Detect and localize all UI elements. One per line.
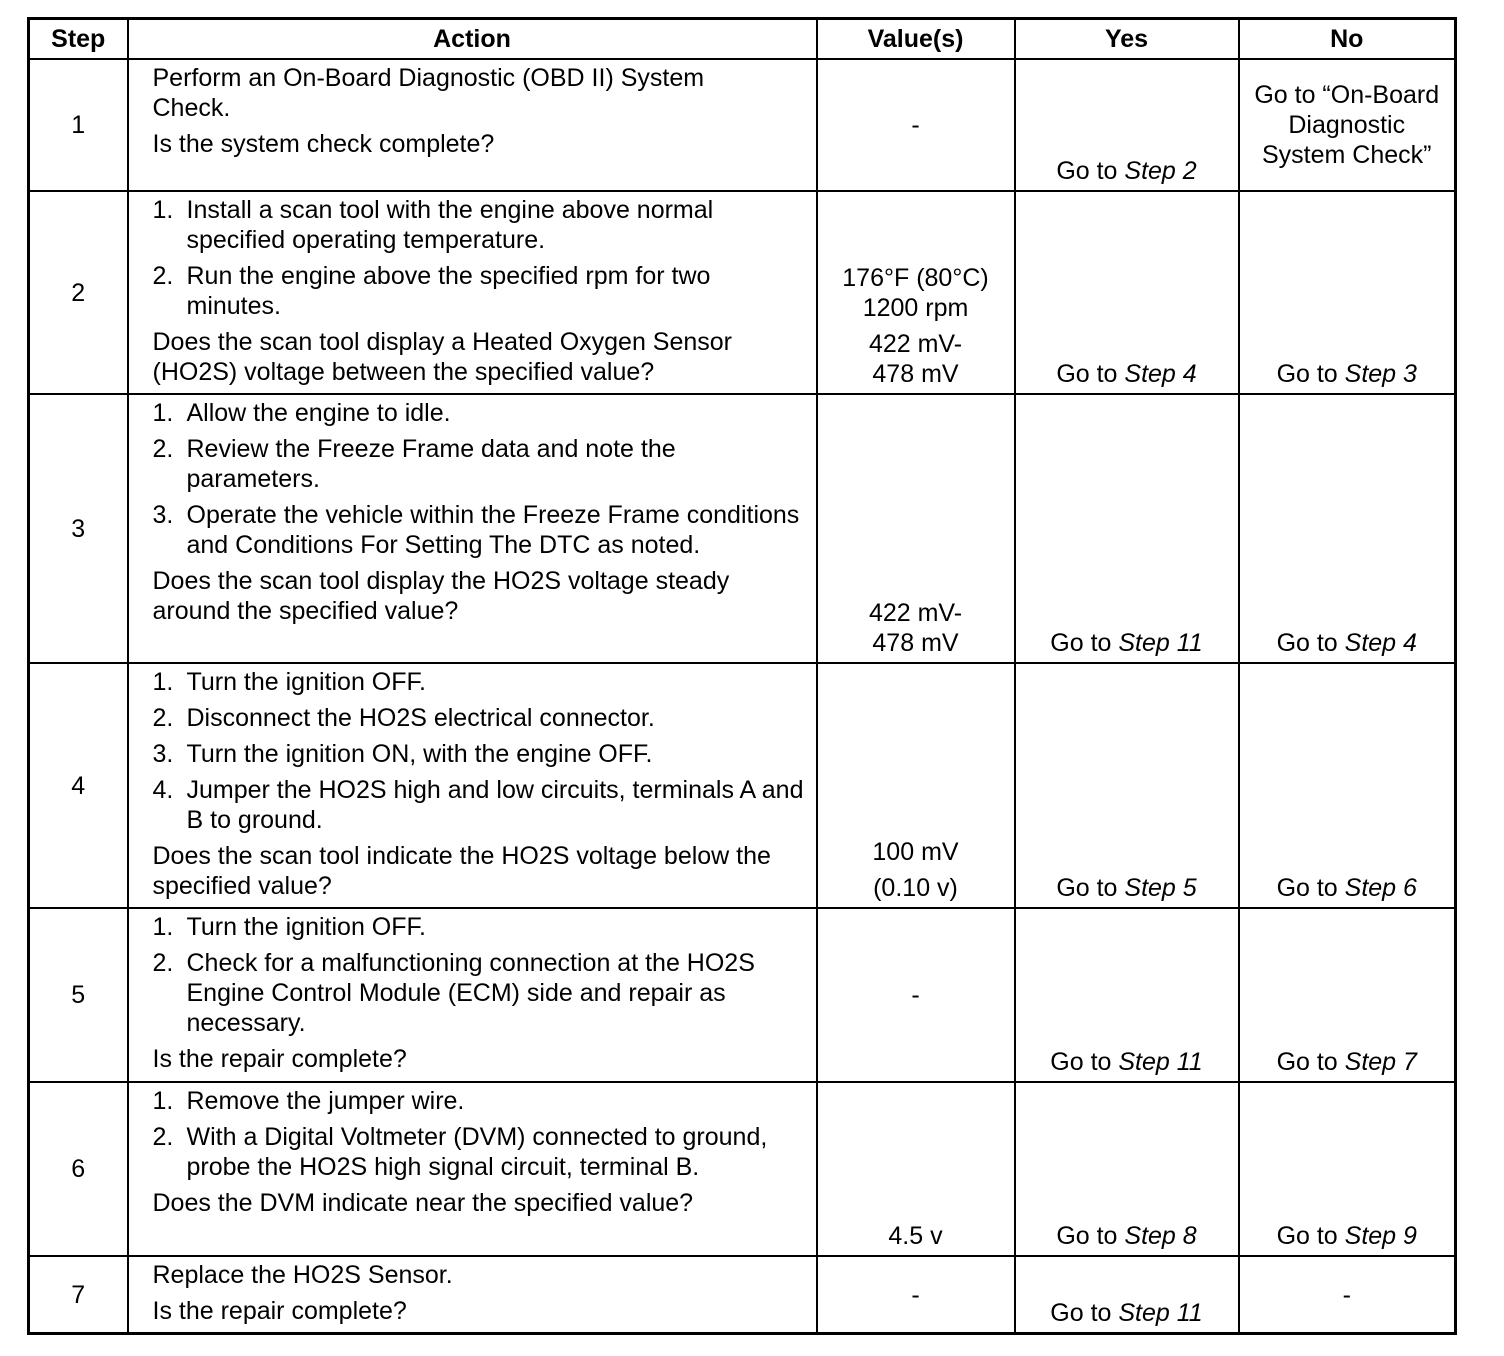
table-row bbox=[29, 663, 1456, 908]
no-prefix: Go to bbox=[1276, 1222, 1345, 1250]
no-step-ref: Step 9 bbox=[1344, 1222, 1417, 1250]
yes-step-ref: Step 11 bbox=[1118, 1048, 1203, 1076]
action-cell bbox=[128, 191, 817, 394]
value-cell bbox=[817, 59, 1015, 191]
action-item: 1. Turn the ignition OFF. bbox=[152, 668, 426, 696]
value-cell bbox=[817, 191, 1015, 394]
action-item: 3. Turn the ignition ON, with the engine OFF. bbox=[152, 740, 653, 768]
no-text: - bbox=[1342, 1280, 1351, 1309]
value-text: 422 mV- bbox=[868, 330, 963, 358]
action-cell bbox=[128, 1256, 817, 1334]
action-item: 2. Disconnect the HO2S electrical connector. bbox=[152, 704, 655, 732]
no-step-ref: Step 3 bbox=[1344, 360, 1417, 388]
yes-step-ref: Step 8 bbox=[1124, 1222, 1197, 1250]
value-text: 176°F (80°C) bbox=[842, 264, 989, 292]
yes-cell bbox=[1015, 394, 1239, 663]
no-step-ref: Step 6 bbox=[1344, 874, 1417, 902]
yes-step-ref: Step 2 bbox=[1124, 157, 1197, 185]
value-text: 422 mV- bbox=[868, 599, 963, 627]
no-text: Go to “On-Board Diagnostic System Check” bbox=[1254, 81, 1440, 169]
no-cell bbox=[1239, 908, 1456, 1082]
action-item: 2. Check for a malfunctioning connection at the HO2S Engine Control Module (ECM) side and repair as necessary. bbox=[152, 949, 755, 1037]
value-cell bbox=[817, 394, 1015, 663]
value-cell bbox=[817, 1082, 1015, 1256]
action-question: Does the scan tool display a Heated Oxygen Sensor (HO2S) voltage between the specified value? bbox=[152, 328, 733, 386]
table-row bbox=[29, 1082, 1456, 1256]
action-item: 1. Turn the ignition OFF. bbox=[152, 913, 426, 941]
table-row bbox=[29, 59, 1456, 191]
action-cell bbox=[128, 394, 817, 663]
value-text: 478 mV bbox=[872, 629, 959, 657]
action-question: Does the scan tool display the HO2S voltage steady around the specified value? bbox=[152, 567, 730, 625]
no-prefix: Go to bbox=[1276, 629, 1345, 657]
diagnostic-table bbox=[27, 17, 1457, 1335]
no-cell bbox=[1239, 663, 1456, 908]
value-text: 1200 rpm bbox=[862, 294, 969, 322]
step-number: 2 bbox=[29, 191, 128, 394]
header-no: No bbox=[1239, 19, 1456, 60]
no-cell bbox=[1239, 1256, 1456, 1334]
yes-step-ref: Step 5 bbox=[1124, 874, 1197, 902]
yes-prefix: Go to bbox=[1050, 629, 1119, 657]
step-number: 4 bbox=[29, 663, 128, 908]
action-text: Perform an On-Board Diagnostic (OBD II) System Check. bbox=[152, 64, 705, 122]
yes-prefix: Go to bbox=[1056, 1222, 1125, 1250]
no-prefix: Go to bbox=[1276, 874, 1345, 902]
no-prefix: Go to bbox=[1276, 360, 1345, 388]
yes-step-ref: Step 4 bbox=[1124, 360, 1197, 388]
step-number: 5 bbox=[29, 908, 128, 1082]
action-text: Replace the HO2S Sensor. bbox=[152, 1261, 453, 1289]
step-number: 6 bbox=[29, 1082, 128, 1256]
action-cell bbox=[128, 1082, 817, 1256]
action-cell bbox=[128, 663, 817, 908]
no-cell bbox=[1239, 191, 1456, 394]
header-step: Step bbox=[29, 19, 128, 60]
step-number: 1 bbox=[29, 59, 128, 191]
no-prefix: Go to bbox=[1276, 1048, 1345, 1076]
action-item: 4. Jumper the HO2S high and low circuits, terminals A and B to ground. bbox=[152, 776, 804, 834]
no-step-ref: Step 4 bbox=[1344, 629, 1417, 657]
no-step-ref: Step 7 bbox=[1344, 1048, 1417, 1076]
value-cell bbox=[817, 908, 1015, 1082]
value-cell bbox=[817, 1256, 1015, 1334]
no-cell bbox=[1239, 394, 1456, 663]
action-question: Does the scan tool indicate the HO2S voltage below the specified value? bbox=[152, 842, 771, 900]
action-question: Is the repair complete? bbox=[152, 1045, 407, 1073]
header-action: Action bbox=[128, 19, 817, 60]
table-row bbox=[29, 191, 1456, 394]
action-question: Is the repair complete? bbox=[152, 1297, 407, 1325]
no-cell bbox=[1239, 1082, 1456, 1256]
yes-cell bbox=[1015, 1256, 1239, 1334]
action-cell bbox=[128, 59, 817, 191]
table-row bbox=[29, 1256, 1456, 1334]
yes-cell bbox=[1015, 1082, 1239, 1256]
yes-prefix: Go to bbox=[1056, 157, 1125, 185]
value-cell bbox=[817, 663, 1015, 908]
value-text: - bbox=[911, 111, 920, 139]
value-text: - bbox=[911, 981, 920, 1009]
yes-cell bbox=[1015, 191, 1239, 394]
yes-step-ref: Step 11 bbox=[1118, 1299, 1203, 1327]
yes-cell bbox=[1015, 59, 1239, 191]
table-row bbox=[29, 908, 1456, 1082]
action-item: 2. Review the Freeze Frame data and note the parameters. bbox=[152, 435, 676, 493]
header-yes: Yes bbox=[1015, 19, 1239, 60]
yes-prefix: Go to bbox=[1056, 874, 1125, 902]
no-cell bbox=[1239, 59, 1456, 191]
yes-cell bbox=[1015, 908, 1239, 1082]
action-item: 1. Allow the engine to idle. bbox=[152, 399, 451, 427]
value-text: 4.5 v bbox=[888, 1222, 943, 1250]
yes-prefix: Go to bbox=[1050, 1299, 1119, 1327]
action-item: 3. Operate the vehicle within the Freeze Frame conditions and Conditions For Setting The DTC as noted. bbox=[152, 501, 800, 559]
step-number: 7 bbox=[29, 1256, 128, 1334]
action-item: 2. Run the engine above the specified rpm for two minutes. bbox=[152, 262, 711, 320]
value-text: 478 mV bbox=[872, 360, 959, 388]
yes-prefix: Go to bbox=[1050, 1048, 1119, 1076]
action-question: Does the DVM indicate near the specified value? bbox=[152, 1189, 694, 1217]
header-values: Value(s) bbox=[817, 19, 1015, 60]
value-text: 100 mV bbox=[872, 838, 959, 866]
action-cell bbox=[128, 908, 817, 1082]
table-row bbox=[29, 394, 1456, 663]
action-item: 1. Install a scan tool with the engine above normal specified operating temperature. bbox=[152, 196, 714, 254]
yes-step-ref: Step 11 bbox=[1118, 629, 1203, 657]
header-row bbox=[29, 19, 1456, 60]
action-item: 1. Remove the jumper wire. bbox=[152, 1087, 465, 1115]
action-item: 2. With a Digital Voltmeter (DVM) connected to ground, probe the HO2S high signal circuit, terminal B. bbox=[152, 1123, 768, 1181]
step-number: 3 bbox=[29, 394, 128, 663]
yes-cell bbox=[1015, 663, 1239, 908]
action-question: Is the system check complete? bbox=[152, 130, 495, 158]
yes-prefix: Go to bbox=[1056, 360, 1125, 388]
value-text: - bbox=[911, 1280, 920, 1309]
value-text: (0.10 v) bbox=[873, 874, 958, 902]
